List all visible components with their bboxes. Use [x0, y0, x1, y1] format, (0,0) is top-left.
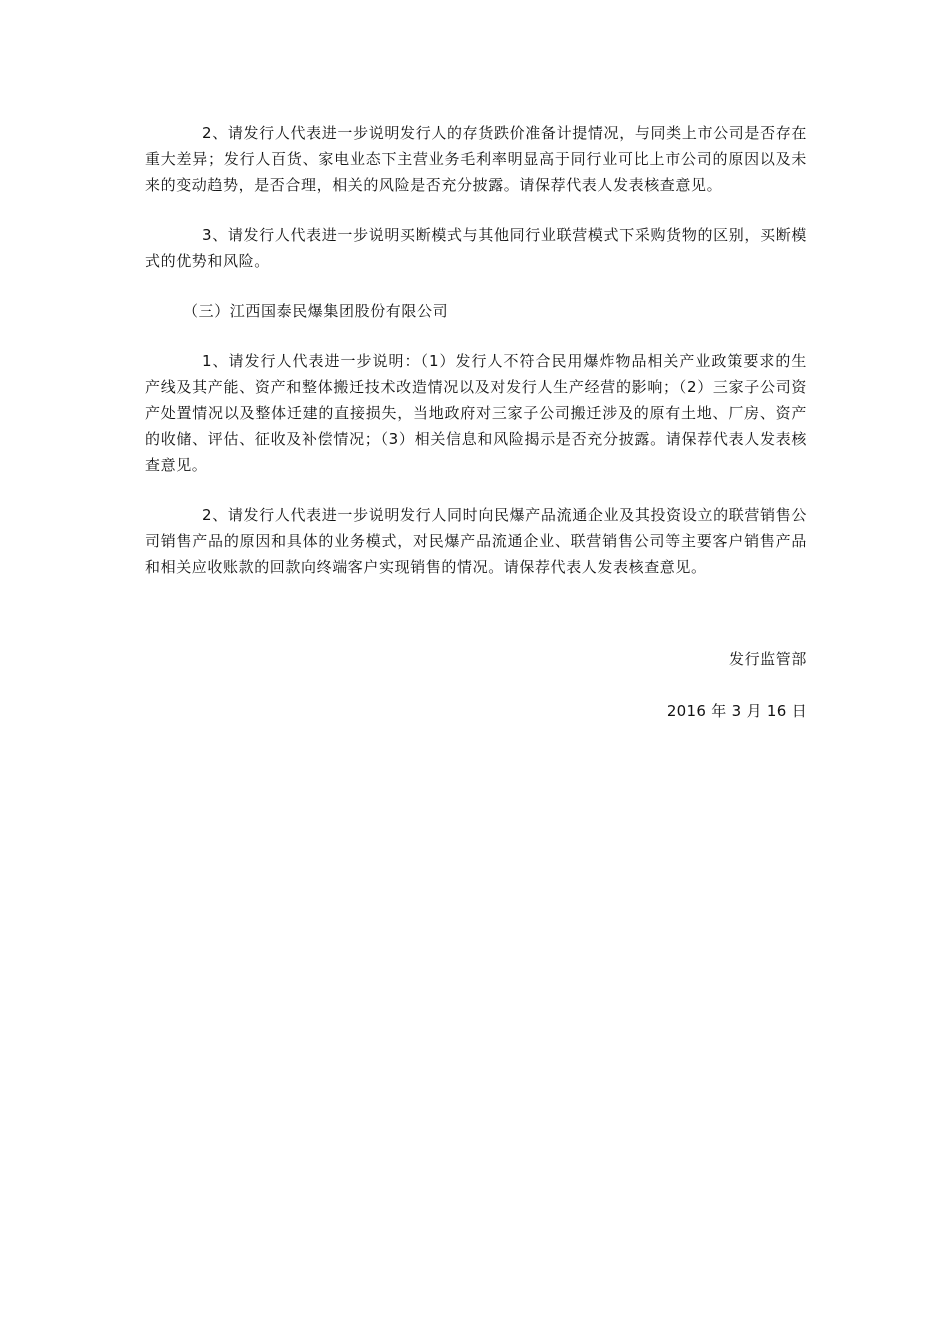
paragraph-item-1-production-lines: 1、请发行人代表进一步说明：（1）发行人不符合民用爆炸物品相关产业政策要求的生产线及其产能、资产和整体搬迁技术改造情况以及对发行人生产经营的影响；（2）三家子公司资产处置情况以及整体迁建的直接损失，当地政府对三家子公司搬迁涉及的原有土地、厂房、资产的收储、评估、征收及补偿情况；（3）相关信息和风险揭示是否充分披露。请保荐代表人发表核查意见。: [145, 352, 807, 474]
paragraph-item-2-inventory: 2、请发行人代表进一步说明发行人的存货跌价准备计提情况，与同类上市公司是否存在重大差异；发行人百货、家电业态下主营业务毛利率明显高于同行业可比上市公司的原因以及未来的变动趋势，是否合理，相关的风险是否充分披露。请保荐代表人发表核查意见。: [145, 124, 807, 194]
signature-department: 发行监管部: [728, 650, 807, 668]
section-heading-jiangxi-guotai: （三）江西国泰民爆集团股份有限公司: [183, 302, 449, 320]
document-body: [145, 120, 807, 604]
paragraph-item-2-sales-model: 2、请发行人代表进一步说明发行人同时向民爆产品流通企业及其投资设立的联营销售公司销售产品的原因和具体的业务模式，对民爆产品流通企业、联营销售公司等主要客户销售产品和相关应收账款的回款向终端客户实现销售的情况。请保荐代表人发表核查意见。: [145, 506, 807, 576]
signature-date: 2016 年 3 月 16 日: [666, 702, 807, 720]
paragraph-item-3-buyout-model: 3、请发行人代表进一步说明买断模式与其他同行业联营模式下采购货物的区别，买断模式的优势和风险。: [145, 226, 807, 270]
